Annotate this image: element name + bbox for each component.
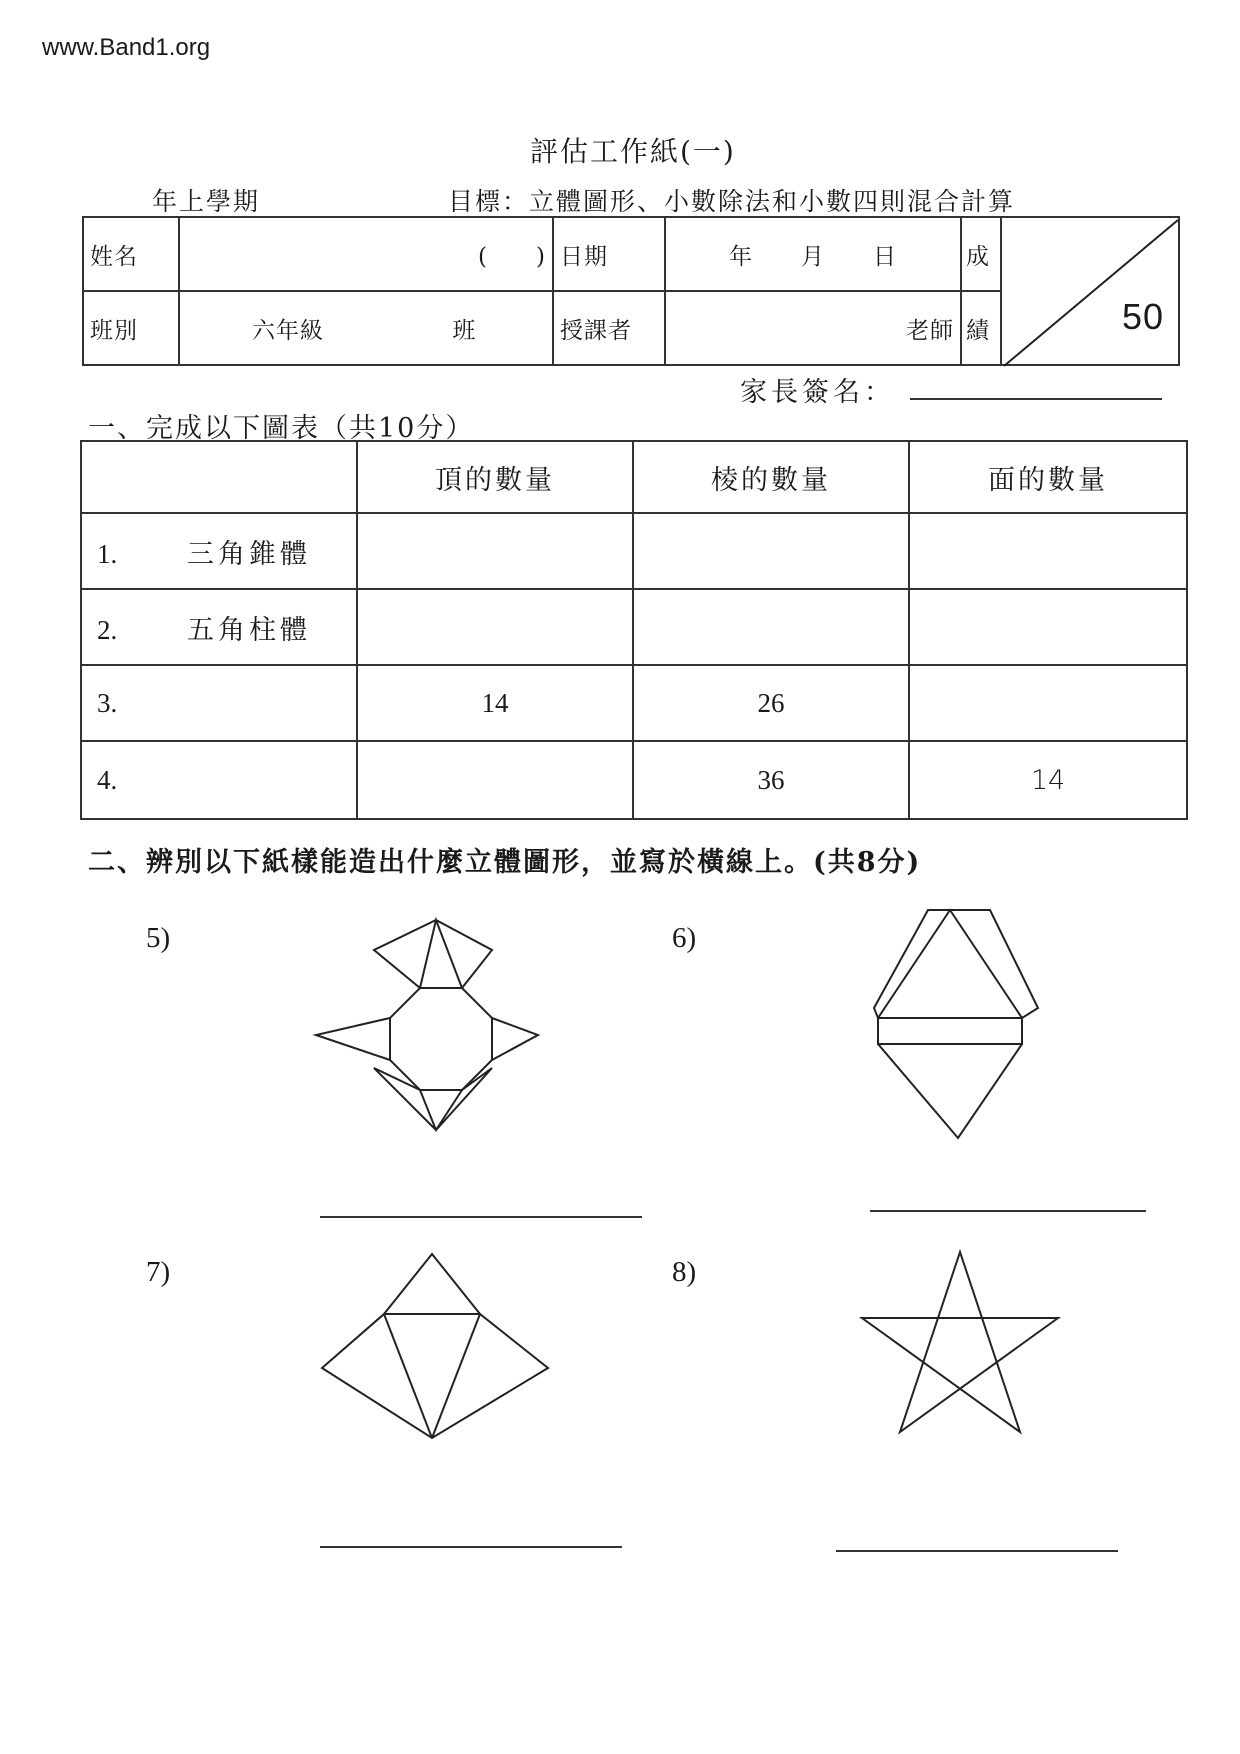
question-5-number: 5): [146, 922, 171, 954]
row-4-vertices[interactable]: [357, 741, 633, 819]
net-triangular-prism-icon: [878, 910, 1058, 1150]
row-4-label[interactable]: [81, 741, 357, 819]
question-6-number: 6): [672, 922, 697, 954]
parent-signature-line[interactable]: [910, 398, 1162, 400]
row-2-label: [81, 589, 357, 665]
row-number: 1.: [97, 538, 118, 569]
row-4-edges: 36: [633, 741, 909, 819]
header-blank: [81, 441, 357, 513]
student-info-table: [82, 216, 1180, 366]
class-suffix: 班: [452, 317, 477, 344]
solid-name: 五角柱體: [187, 614, 311, 646]
row-1-vertices[interactable]: [357, 513, 633, 589]
teacher-field[interactable]: [665, 291, 961, 365]
score-label-bottom: 績: [961, 291, 1001, 365]
row-2-vertices[interactable]: [357, 589, 633, 665]
class-label: 班別: [83, 291, 179, 365]
score-label-top: 成: [961, 217, 1001, 291]
answer-line-7[interactable]: [320, 1546, 622, 1548]
site-url: www.Band1.org: [42, 34, 211, 61]
solid-name: 三角錐體: [187, 538, 311, 570]
date-field[interactable]: [665, 217, 961, 291]
solids-table: [80, 440, 1188, 820]
row-3-vertices: 14: [357, 665, 633, 741]
net-triangular-pyramid-icon: [322, 1254, 552, 1444]
term-label: 年上學期: [152, 187, 261, 216]
class-grade: 六年級: [252, 317, 324, 344]
date-value: 年 月 日: [729, 243, 897, 270]
row-3-faces[interactable]: [909, 665, 1187, 741]
row-2-faces[interactable]: [909, 589, 1187, 665]
row-number: 3.: [97, 687, 118, 718]
net-octagonal-pyramid-icon: [316, 920, 556, 1150]
header-edges: 棱的數量: [633, 441, 909, 513]
answer-line-8[interactable]: [836, 1550, 1118, 1552]
row-2-edges[interactable]: [633, 589, 909, 665]
header-vertices: 頂的數量: [357, 441, 633, 513]
teacher-label: 授課者: [553, 291, 665, 365]
worksheet-title: 評估工作紙(一): [530, 135, 736, 168]
score-diagonal: [1002, 218, 1180, 368]
row-1-faces[interactable]: [909, 513, 1187, 589]
teacher-suffix: 老師: [906, 317, 954, 344]
objective-text: 目標：立體圖形、小數除法和小數四則混合計算: [448, 187, 1016, 216]
row-number: 4.: [97, 764, 118, 795]
row-1-label: [81, 513, 357, 589]
row-3-edges: 26: [633, 665, 909, 741]
row-3-label[interactable]: [81, 665, 357, 741]
parent-signature-label: 家長簽名：: [740, 377, 895, 408]
answer-line-6[interactable]: [870, 1210, 1146, 1212]
name-field[interactable]: [179, 217, 553, 291]
question-8-number: 8): [672, 1256, 697, 1288]
header-faces: 面的數量: [909, 441, 1187, 513]
row-number: 2.: [97, 614, 118, 645]
name-label: 姓名: [83, 217, 179, 291]
answer-line-5[interactable]: [320, 1216, 642, 1218]
row-1-edges[interactable]: [633, 513, 909, 589]
section1-heading: 一、完成以下圖表（共10分）: [88, 413, 475, 444]
question-7-number: 7): [146, 1256, 171, 1288]
date-label: 日期: [553, 217, 665, 291]
score-total: 50: [1121, 296, 1164, 337]
section2-heading: 二、辨別以下紙樣能造出什麼立體圖形，並寫於橫線上。(共8分): [88, 847, 922, 878]
seat-number-paren: ( ): [478, 243, 546, 270]
score-box[interactable]: [1001, 217, 1179, 365]
net-pentagonal-pyramid-icon: [862, 1252, 1062, 1452]
row-4-faces: 14: [909, 741, 1187, 819]
class-field[interactable]: [179, 291, 553, 365]
